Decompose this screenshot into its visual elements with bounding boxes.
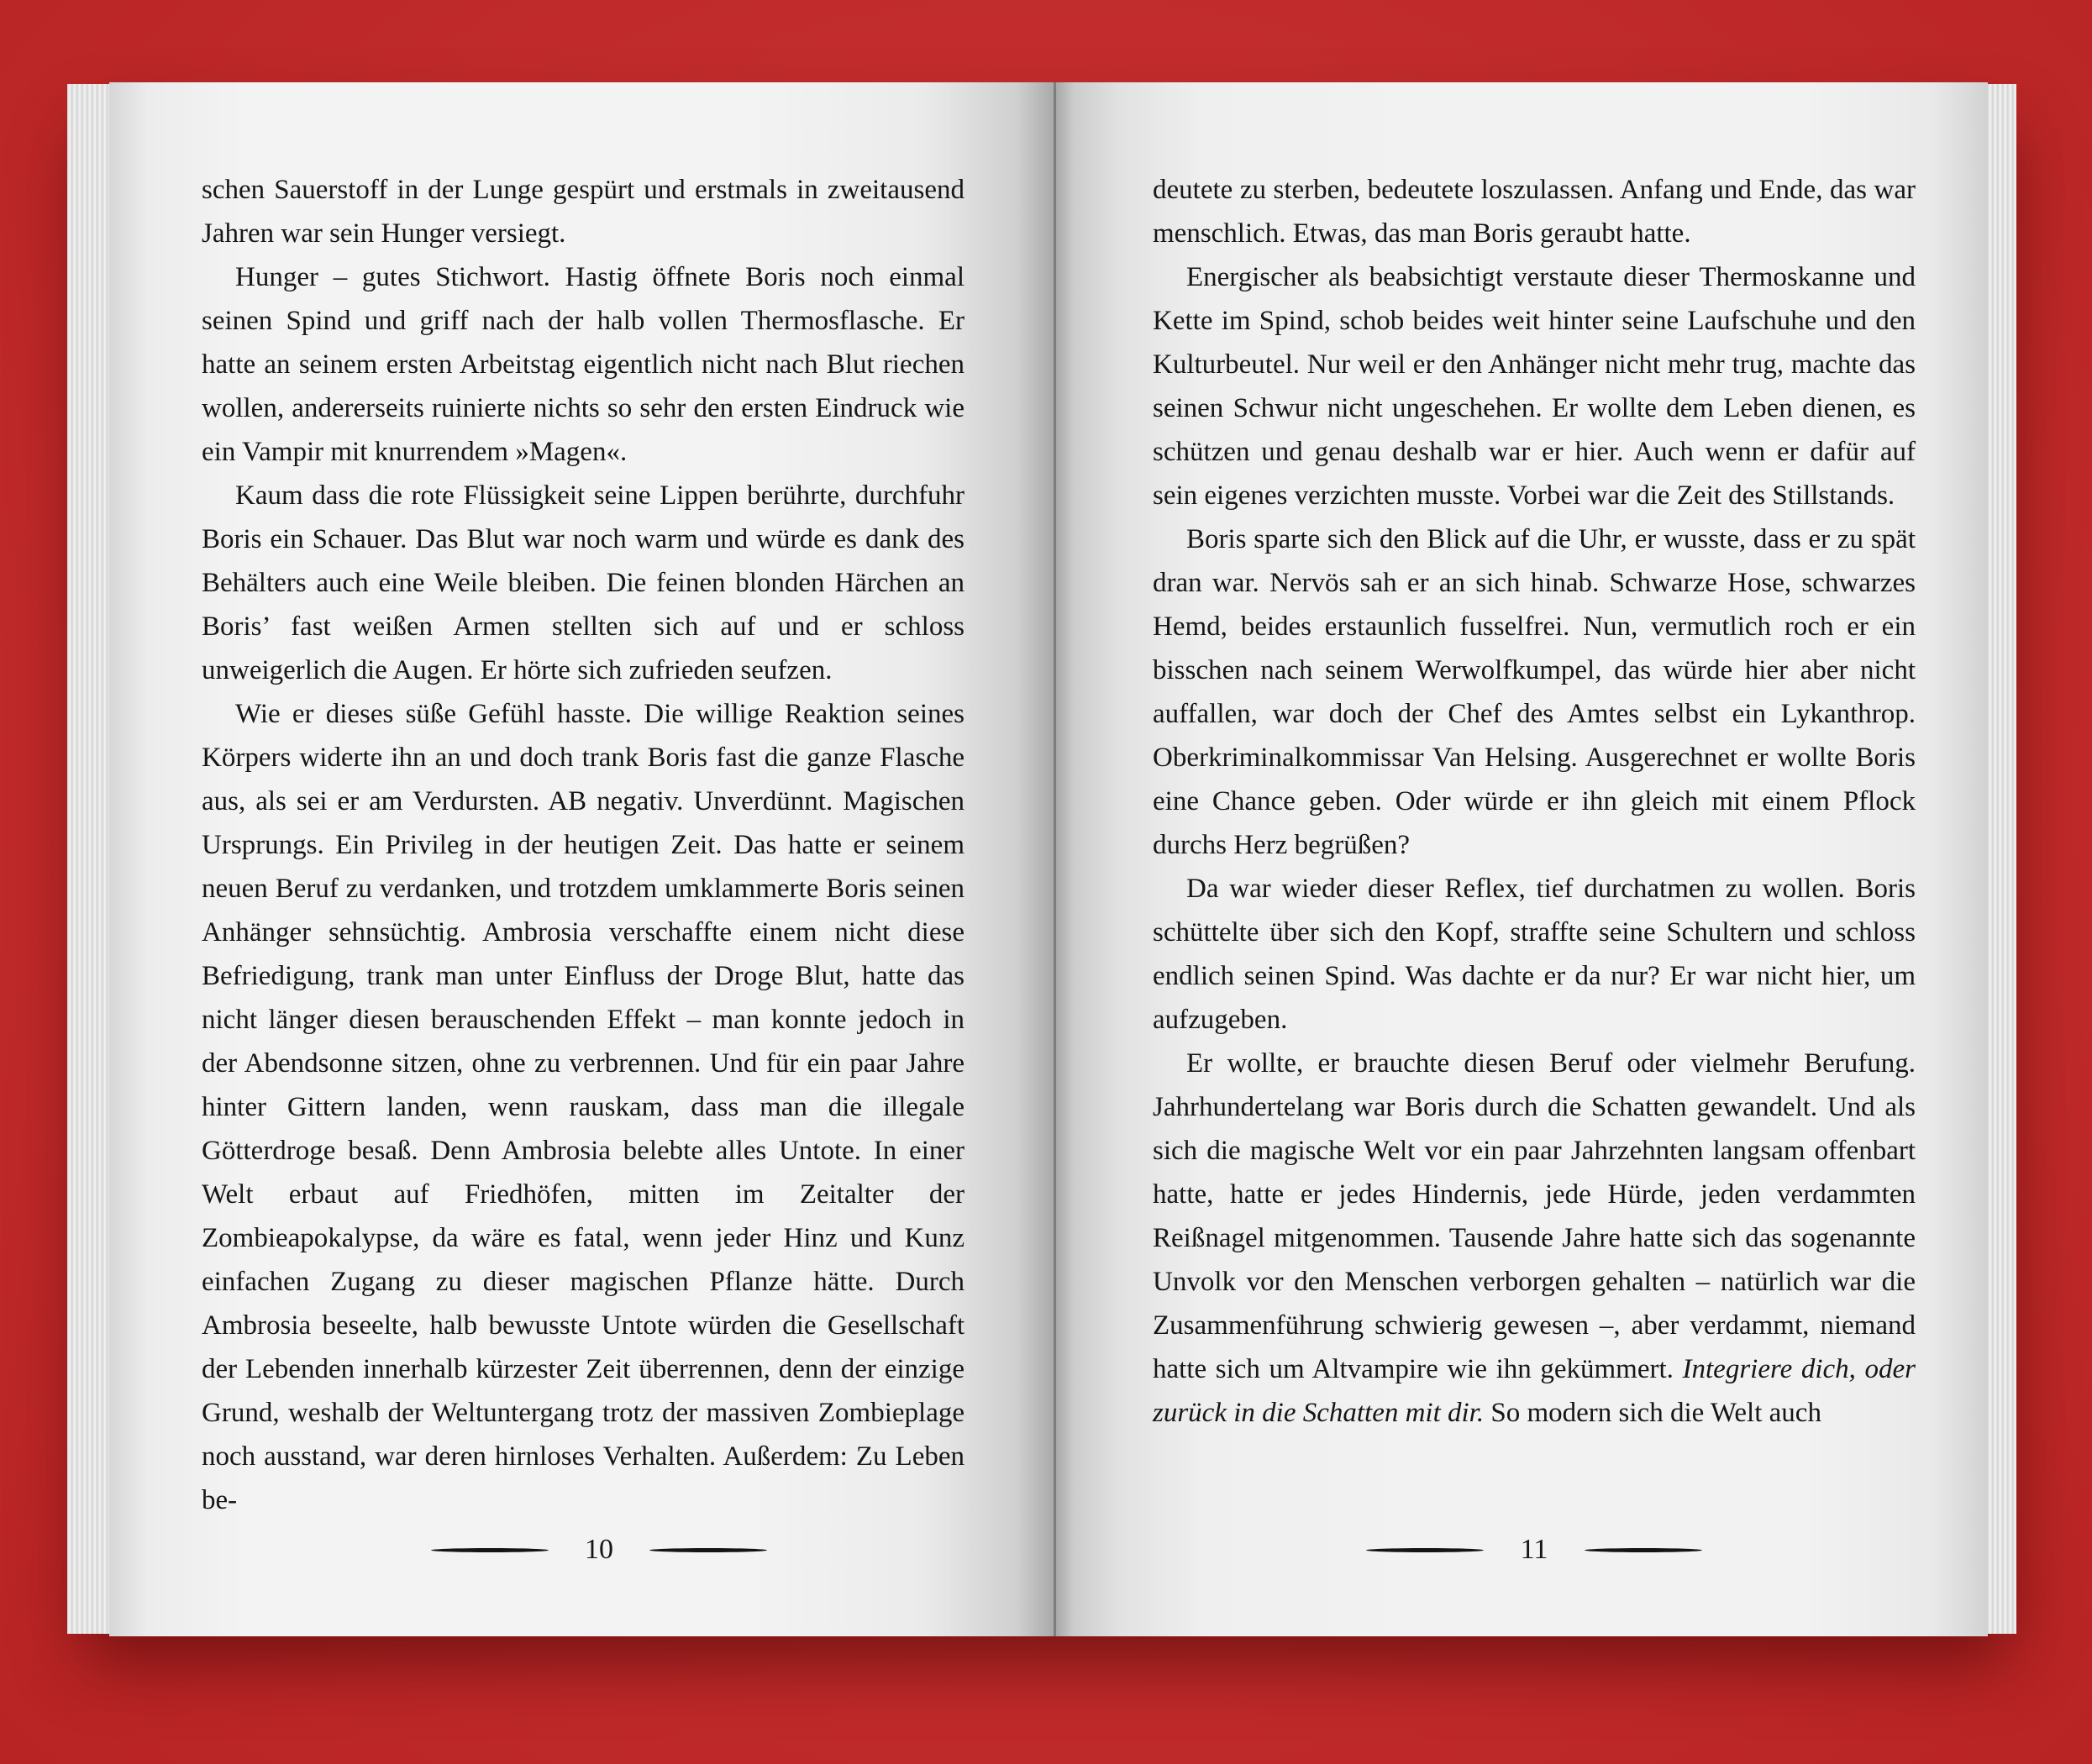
paragraph: Kaum dass die rote Flüssigkeit seine Lippen berührte, durchfuhr Boris ein Schauer. Das Blut war noch warm und würde es dank des Behälters auch eine Weile bleiben. Die feinen blonden Härchen an Boris’ fast weißen Armen stellten sich auf und er schloss unweigerlich die Augen. Er hörte sich zufrieden seufzen. xyxy=(202,480,965,685)
left-page xyxy=(109,82,1055,1636)
paragraph-text: Er wollte, er brauchte diesen Beruf oder vielmehr Berufung. Jahrhundertelang war Boris durch die Schatten gewandelt. Und als sich die magische Welt vor ein paar Jahrzehnten langsam offenbart hatte, hatte er jedes Hindernis, jede Hürde, jeden verdammten Reißnagel mitgenommen. Tausende Jahre hatte sich das sogenannte Unvolk vor den Menschen verborgen gehalten – natürlich war die Zusammenführung schwierig gewesen –, aber verdammt, niemand hatte sich um Altvampire wie ihn gekümmert. xyxy=(1153,1048,1916,1384)
paragraph: Energischer als beabsichtigt verstaute dieser Thermoskanne und Kette im Spind, schob beides weit hinter seine Laufschuhe und den Kulturbeutel. Nur weil er den Anhänger nicht mehr trug, machte das seinen Schwur nicht ungeschehen. Er wollte dem Leben dienen, es schützen und genau deshalb war er hier. Auch wenn er dafür auf sein eigenes verzichten musste. Vorbei war die Zeit des Stillstands. xyxy=(1153,262,1916,511)
paragraph: deutete zu sterben, bedeutete loszulassen. Anfang und Ende, das war menschlich. Etwas, das man Boris geraubt hatte. xyxy=(1153,175,1916,249)
book-spine xyxy=(1054,82,1056,1636)
footer-rule-left xyxy=(431,1548,549,1552)
paragraph xyxy=(1153,1042,1916,1435)
page-number: 10 xyxy=(585,1534,613,1565)
right-page xyxy=(1055,82,1988,1636)
italic-quote: Integriere dich, oder zurück in die Schatten mit dir. xyxy=(1153,1354,1916,1428)
left-page-text xyxy=(202,168,965,1522)
page-number: 11 xyxy=(1520,1534,1548,1565)
left-page-footer xyxy=(406,1529,792,1571)
footer-rule-left xyxy=(1366,1548,1484,1552)
right-page-footer xyxy=(1341,1529,1727,1571)
footer-rule-right xyxy=(649,1548,767,1552)
footer-rule-right xyxy=(1585,1548,1702,1552)
paragraph: Hunger – gutes Stichwort. Hastig öffnete Boris noch einmal seinen Spind und griff nach der halb vollen Thermosflasche. Er hatte an seinem ersten Arbeitstag eigentlich nicht nach Blut riechen wollen, andererseits ruinierte nichts so sehr den ersten Eindruck wie ein Vampir mit knurrendem »Magen«. xyxy=(202,262,965,467)
paragraph: Da war wieder dieser Reflex, tief durchatmen zu wollen. Boris schüttelte über sich den Kopf, straffte seine Schultern und schloss endlich seinen Spind. Was dachte er da nur? Er war nicht hier, um aufzugeben. xyxy=(1153,874,1916,1035)
right-page-text xyxy=(1153,168,1916,1435)
paragraph-text: So modern sich die Welt auch xyxy=(1490,1398,1821,1428)
paragraph: Wie er dieses süße Gefühl hasste. Die willige Reaktion seines Körpers widerte ihn an und doch trank Boris fast die ganze Flasche aus, als sei er am Verdursten. AB negativ. Unverdünnt. Magischen Ursprungs. Ein Privileg in der heutigen Zeit. Das hatte er seinem neuen Beruf zu verdanken, und trotzdem umklammerte Boris seinen Anhänger sehnsüchtig. Ambrosia verschaffte einem nicht diese Befriedigung, trank man unter Einfluss der Droge Blut, hatte das nicht länger diesen berauschenden Effekt – man konnte jedoch in der Abendsonne sitzen, ohne zu verbrennen. Und für ein paar Jahre hinter Gittern landen, wenn rauskam, dass man die illegale Götterdroge besaß. Denn Ambrosia belebte alles Untote. In einer Welt erbaut auf Friedhöfen, mitten im Zeitalter der Zombieapokalypse, da wäre es fatal, wenn jeder Hinz und Kunz einfachen Zugang zu dieser magischen Pflanze hätte. Durch Ambrosia beseelte, halb bewusste Untote würden die Gesellschaft der Lebenden innerhalb kürzester Zeit überrennen, denn der einzige Grund, weshalb der Weltuntergang trotz der massiven Zombieplage noch ausstand, war deren hirnloses Verhalten. Außerdem: Zu Leben be- xyxy=(202,699,965,1515)
paragraph: Boris sparte sich den Blick auf die Uhr, er wusste, dass er zu spät dran war. Nervös sah er an sich hinab. Schwarze Hose, schwarzes Hemd, beides erstaunlich fusselfrei. Nun, vermutlich roch er ein bisschen nach seinem Werwolfkumpel, das würde hier aber nicht auffallen, war doch der Chef des Amtes selbst ein Lykanthrop. Oberkriminalkommissar Van Helsing. Ausgerechnet er wollte Boris eine Chance geben. Oder würde er ihn gleich mit einem Pflock durchs Herz begrüßen? xyxy=(1153,524,1916,860)
paragraph: schen Sauerstoff in der Lunge gespürt und erstmals in zweitausend Jahren war sein Hunger versiegt. xyxy=(202,175,965,249)
